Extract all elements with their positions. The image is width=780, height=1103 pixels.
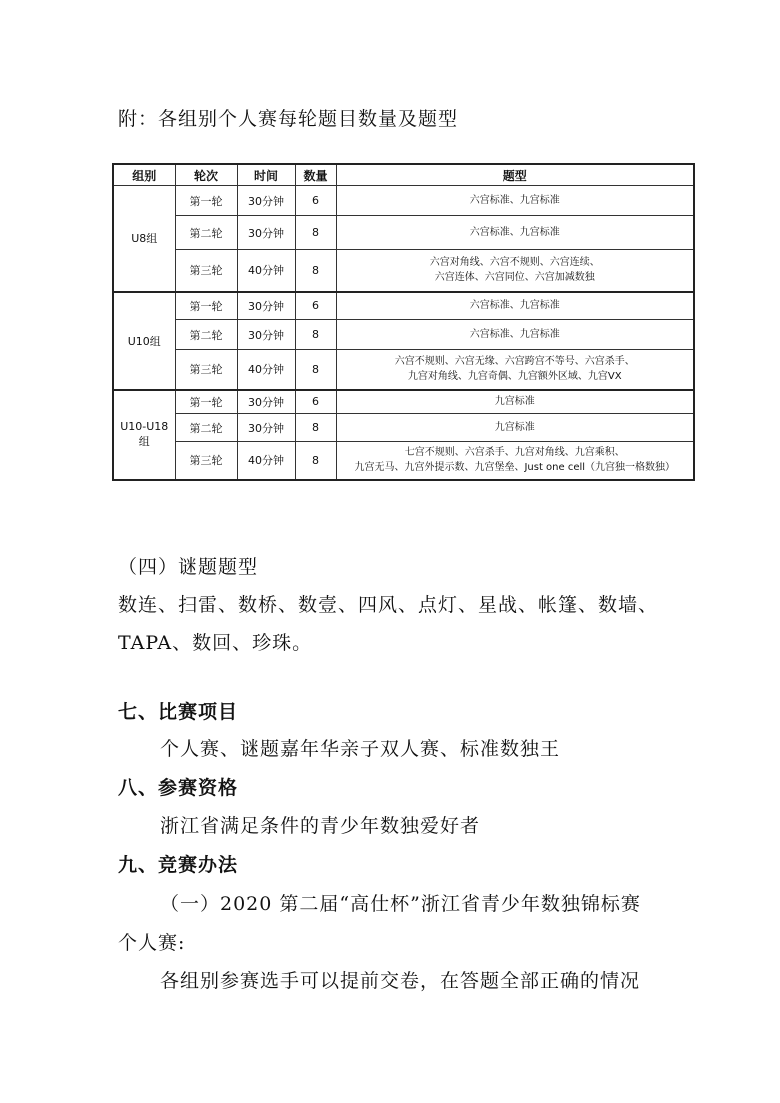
table-row [113,292,694,320]
section8-body: 浙江省满足条件的青少年数独爱好者 [160,815,481,837]
time-cell: 30分钟 [237,216,295,250]
table-header-row [113,164,694,186]
round-schedule-table [112,163,695,481]
group-cell: U10-U18组 [113,390,175,480]
section8-heading: 八、参赛资格 [118,777,239,799]
header-types: 题型 [336,164,694,186]
types-cell: 六宫标准、九宫标准 [336,216,694,250]
count-cell: 8 [295,414,336,442]
section7-body: 个人赛、谜题嘉年华亲子双人赛、标准数独王 [160,738,561,760]
time-cell: 40分钟 [237,250,295,292]
time-cell: 30分钟 [237,292,295,320]
table-row [113,250,694,292]
time-cell: 30分钟 [237,186,295,216]
types-cell: 九宫标准 [336,414,694,442]
section9-sub1-line1: （一）2020 第二届“高仕杯”浙江省青少年数独锦标赛 [160,893,641,915]
types-line: 六宫不规则、六宫无缘、六宫跨宫不等号、六宫杀手、 [394,356,635,368]
types-cell [336,442,694,480]
header-time: 时间 [237,164,295,186]
count-cell: 6 [295,390,336,414]
types-line: 六宫连体、六宫同位、六宫加减数独 [434,272,595,284]
count-cell: 8 [295,320,336,350]
section9-sub1-line2: 个人赛: [118,932,186,954]
round-cell: 第一轮 [175,292,237,320]
time-cell: 40分钟 [237,442,295,480]
types-cell: 六宫标准、九宫标准 [336,320,694,350]
count-cell: 6 [295,292,336,320]
group-cell: U8组 [113,186,175,292]
table-row [113,442,694,480]
section4-line1: 数连、扫雷、数桥、数壹、四风、点灯、星战、帐篷、数墙、 [118,594,659,616]
table-row [113,390,694,414]
header-count: 数量 [295,164,336,186]
table-row [113,320,694,350]
count-cell: 8 [295,250,336,292]
round-cell: 第三轮 [175,350,237,390]
section9-body-line: 各组别参赛选手可以提前交卷，在答题全部正确的情况 [160,970,641,992]
count-cell: 8 [295,350,336,390]
round-cell: 第一轮 [175,390,237,414]
annex-title: 附：各组别个人赛每轮题目数量及题型 [118,108,459,130]
types-line: 九宫无马、九宫外提示数、九宫堡垒、Just one cell（九宫独一格数独） [354,462,676,474]
header-group: 组别 [113,164,175,186]
types-line: 九宫对角线、九宫奇偶、九宫额外区域、九宫VX [407,371,622,383]
time-cell: 30分钟 [237,320,295,350]
time-cell: 30分钟 [237,414,295,442]
round-cell: 第三轮 [175,442,237,480]
table-row [113,414,694,442]
time-cell: 40分钟 [237,350,295,390]
types-cell [336,250,694,292]
header-round: 轮次 [175,164,237,186]
round-cell: 第二轮 [175,320,237,350]
round-cell: 第三轮 [175,250,237,292]
table-row [113,186,694,216]
count-cell: 8 [295,216,336,250]
table-row [113,350,694,390]
section4-line2: TAPA、数回、珍珠。 [118,632,313,654]
table-row [113,216,694,250]
section7-heading: 七、比赛项目 [118,701,239,723]
round-cell: 第二轮 [175,216,237,250]
count-cell: 6 [295,186,336,216]
types-cell: 六宫标准、九宫标准 [336,186,694,216]
types-cell: 九宫标准 [336,390,694,414]
types-cell [336,350,694,390]
types-line: 六宫对角线、六宫不规则、六宫连续、 [429,257,600,269]
time-cell: 30分钟 [237,390,295,414]
types-line: 七宫不规则、六宫杀手、九宫对角线、九宫乘积、 [404,447,625,459]
section9-heading: 九、竞赛办法 [118,854,239,876]
types-cell: 六宫标准、九宫标准 [336,292,694,320]
round-cell: 第一轮 [175,186,237,216]
section4-title: （四）谜题题型 [118,556,259,578]
round-cell: 第二轮 [175,414,237,442]
group-cell: U10组 [113,292,175,390]
count-cell: 8 [295,442,336,480]
